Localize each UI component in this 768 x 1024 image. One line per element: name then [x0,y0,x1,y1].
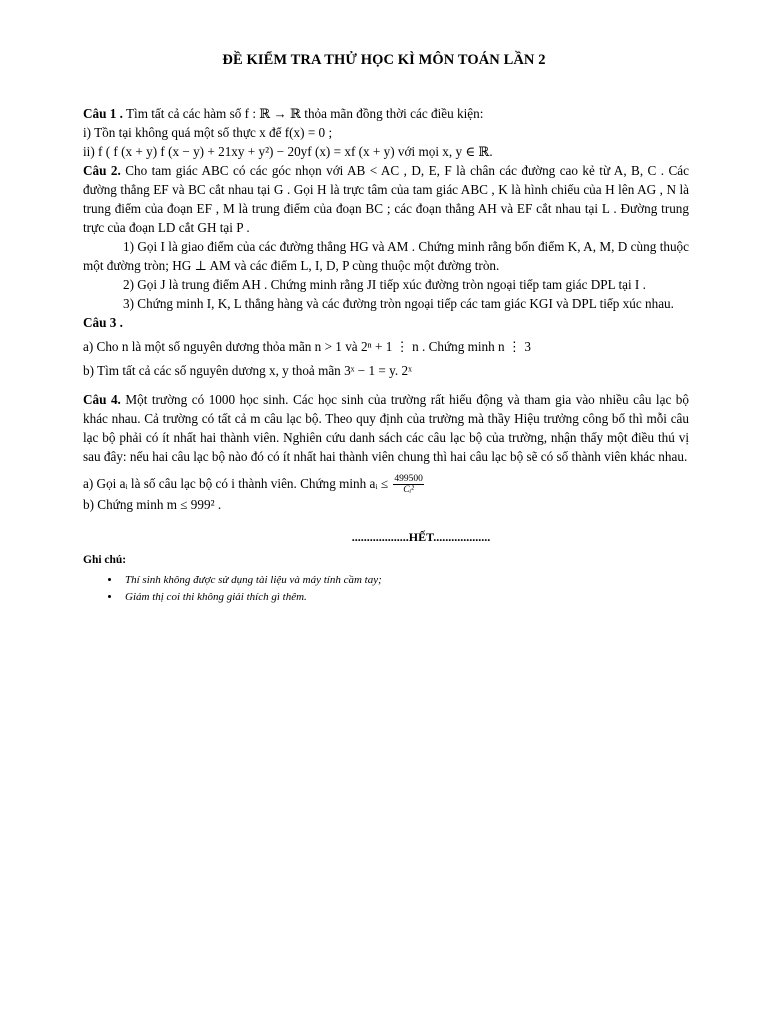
question-2-part-2: 2) Gọi J là trung điểm AH . Chứng minh rằng JI tiếp xúc đường tròn ngoại tiếp tam giác DPL tại I . [123,277,646,292]
page-title: ĐỀ KIỂM TRA THỬ HỌC KÌ MÔN TOÁN LẦN 2 [222,52,546,68]
notes-list [83,572,689,606]
exam-body [83,104,689,606]
question-2-part-3: 3) Chứng minh I, K, L thẳng hàng và các đường tròn ngoại tiếp các tam giác KGI và DPL tiếp xúc nhau. [123,296,674,311]
note-item: • Thí sinh không được sử dụng tài liệu và máy tính cầm tay; [121,572,689,589]
question-3-part-b: b) Tìm tất cả các số nguyên dương x, y thoả mãn 3ˣ − 1 = y. 2ˣ [83,363,412,378]
question-1-condition-2: ii) f ( f (x + y) f (x − y) + 21xy + y²) − 20yf (x) = xf (x + y) với mọi x, y ∈ ℝ. [83,144,493,159]
question-2-part-1: 1) Gọi I là giao điểm của các đường thẳng HG và AM . Chứng minh rằng bốn điểm K, A, M, D cùng thuộc một đường tròn; HG ⊥ AM và các điểm L, I, D, P cùng thuộc một đường tròn. [83,239,689,273]
question-1-condition-1: i) Tồn tại không quá một số thực x để f(x) = 0 ; [83,125,333,140]
question-2-label: Câu 2. [83,163,121,178]
question-4-part-a: a) Gọi aᵢ là số câu lạc bộ có i thành viên. Chứng minh aᵢ ≤ $\frac{499500}{\text{Cᵢ²}}$ [83,474,423,496]
note-item: • Giám thị coi thi không giải thích gì thêm. [121,589,689,606]
question-4-part-b: b) Chứng minh m ≤ 999² . [83,497,222,513]
question-4-intro: Câu 4. Một trường có 1000 học sinh. Các học sinh của trường rất hiếu động và tham gia vào nhiều câu lạc bộ khác nhau. Cả trường có tất cả m câu lạc bộ. Theo quy định của trường mà thầy Hiệu trưởng công bố thì mỗi câu lạc bộ phải có ít nhất hai thành viên. Nghiên cứu danh sách các câu lạc bộ của trường, nhận thấy một điều thú vị sau đây: nếu hai câu lạc bộ nào đó có ít nhất hai thành viên chung thì hai câu lạc bộ sẽ có số thành viên khác nhau. [83,392,689,464]
question-4-label: Câu 4. [83,392,121,407]
notes-heading: Ghi chú: [83,554,127,567]
question-1-intro: Câu 1 . Tìm tất cả các hàm số f : ℝ → ℝ thỏa mãn đồng thời các điều kiện: [83,106,484,121]
question-3-part-a: a) Cho n là một số nguyên dương thỏa mãn n > 1 và 2ⁿ + 1 ⋮ n . Chứng minh n ⋮ 3 [83,339,531,354]
fraction: $\frac{499500}{\text{Cᵢ²}}$ [394,474,423,496]
question-2-intro: Câu 2. Cho tam giác ABC có các góc nhọn với AB < AC , D, E, F là chân các đường cao kẻ từ A, B, C . Các đường thẳng EF và BC cắt nhau tại G . Gọi H là trực tâm của tam giác ABC , K là hình chiếu của H lên AG , N là trung điểm của đoạn EF , M là trung điểm của đoạn BC ; các đoạn thẳng AH và EF cắt nhau tại L . Đường trung trực của đoạn LD cắt GH tại P . [83,163,689,235]
question-3-label: Câu 3 . [83,315,123,330]
question-1-label: Câu 1 . [83,106,123,121]
end-mark: ...................HẾT................... [351,530,491,545]
